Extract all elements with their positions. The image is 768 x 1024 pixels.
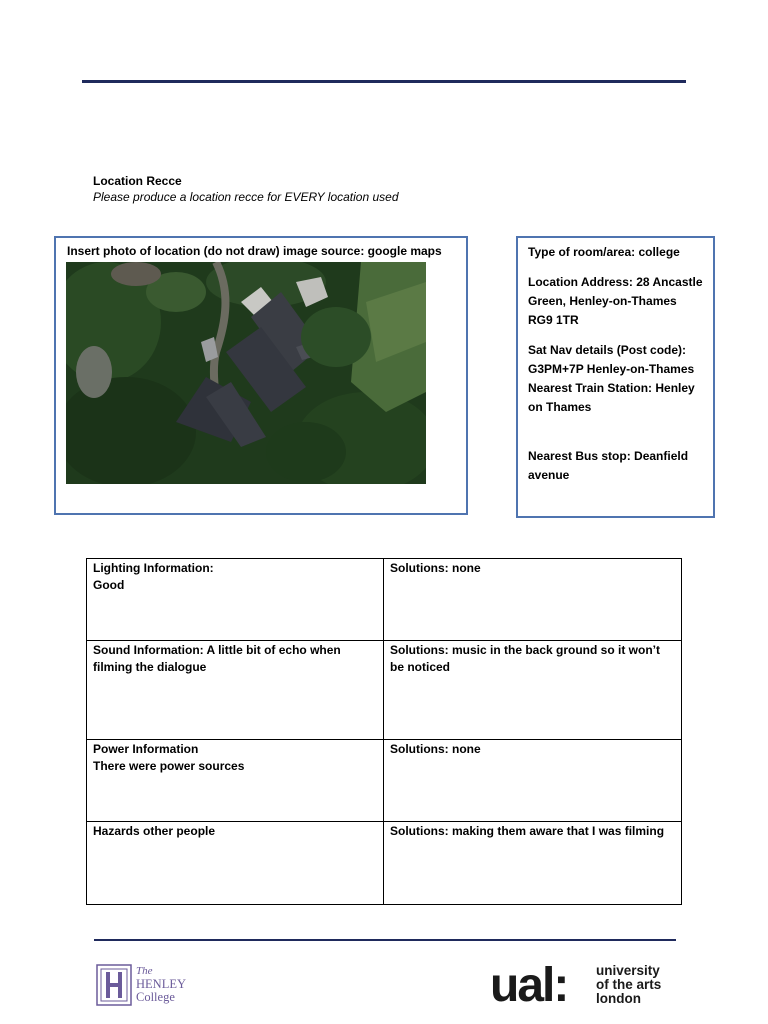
location-info-box <box>516 236 715 518</box>
location-address: Location Address: 28 Ancastle Green, Henley-on-Thames RG9 1TR <box>528 275 703 327</box>
table-row-lighting <box>87 559 682 641</box>
power-solutions-cell: Solutions: none <box>384 740 682 822</box>
hazards-info-cell: Hazards other people <box>87 822 384 905</box>
footer-rule <box>94 939 676 941</box>
page-subtitle: Please produce a location recce for EVERY location used <box>93 190 399 204</box>
table-row-hazards <box>87 822 682 905</box>
ual-wordmark: university of the arts london <box>596 963 662 1006</box>
power-info-cell: Power Information There were power sources <box>87 740 384 822</box>
henley-college-logo <box>96 964 206 1008</box>
ual-logo <box>490 959 680 1012</box>
nearest-bus-stop: Nearest Bus stop: Deanfield avenue <box>528 449 689 482</box>
photo-label: Insert photo of location (do not draw) image source: google maps <box>67 244 442 258</box>
nearest-train-station: Nearest Train Station: Henley on Thames <box>528 381 695 414</box>
table-row-sound <box>87 641 682 740</box>
satnav-details: Sat Nav details (Post code): G3PM+7P Henley-on-Thames <box>528 343 695 376</box>
location-aerial-photo <box>66 262 426 484</box>
room-type: Type of room/area: college <box>528 245 680 259</box>
photo-box <box>54 236 468 515</box>
table-row-power <box>87 740 682 822</box>
recce-table <box>86 558 682 905</box>
sound-info-cell: Sound Information: A little bit of echo when filming the dialogue <box>87 641 384 740</box>
page-title: Location Recce <box>93 174 182 188</box>
sound-solutions-cell: Solutions: music in the back ground so it won’t be noticed <box>384 641 682 740</box>
henley-crest-icon <box>96 964 132 1006</box>
lighting-info-cell: Lighting Information: Good <box>87 559 384 641</box>
ual-mark: ual: <box>490 959 568 1012</box>
hazards-solutions-cell: Solutions: making them aware that I was filming <box>384 822 682 905</box>
lighting-solutions-cell: Solutions: none <box>384 559 682 641</box>
header-rule <box>82 80 686 83</box>
henley-wordmark: The HENLEY College <box>136 965 186 1004</box>
